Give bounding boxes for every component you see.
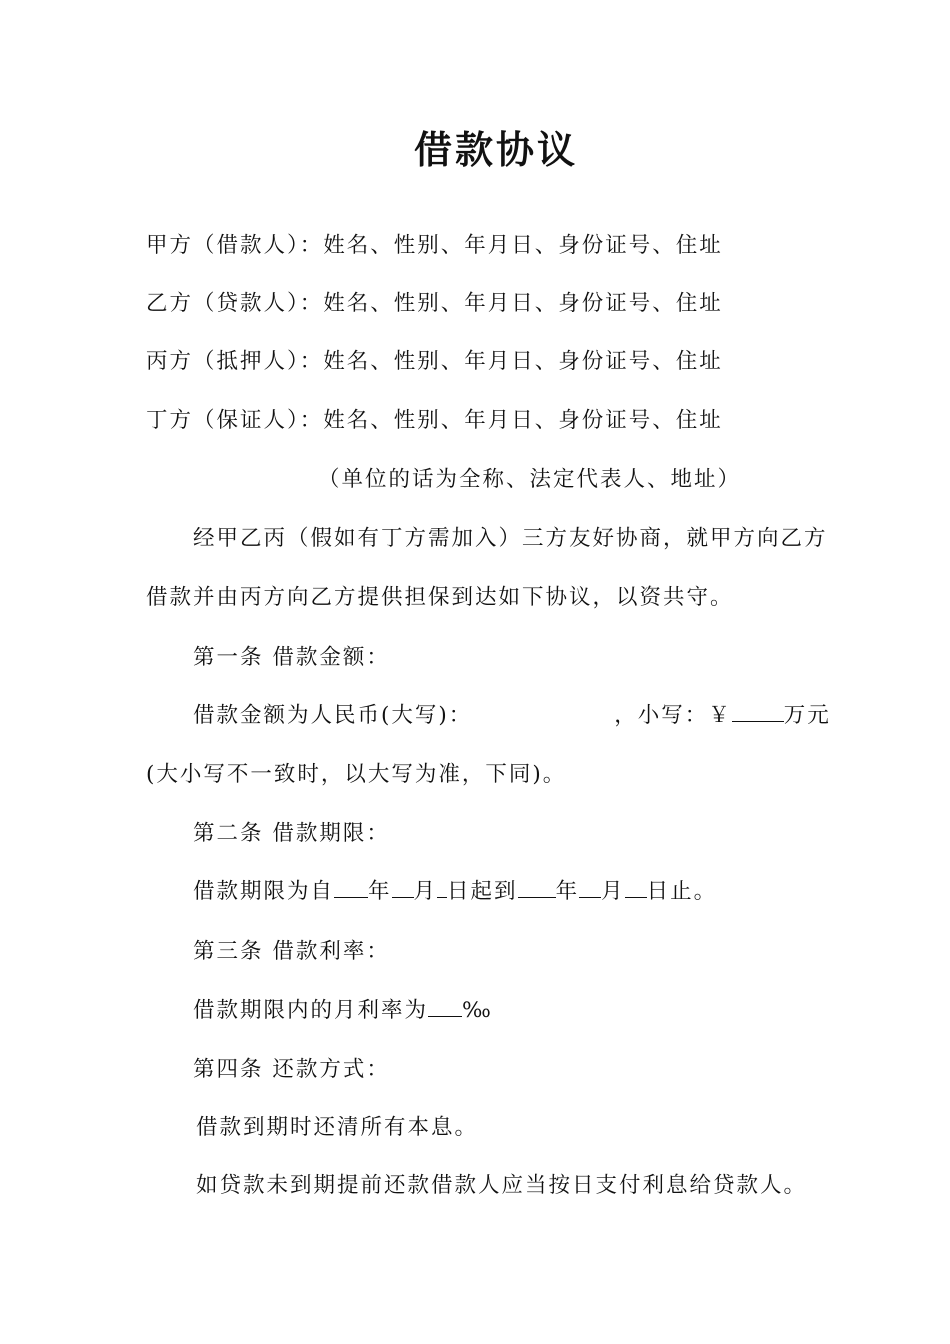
end-day-blank[interactable] [625, 875, 647, 898]
end-year-blank[interactable] [518, 875, 556, 898]
amount-suffix: 万元 [783, 703, 831, 728]
document-title: 借款协议 [413, 128, 578, 172]
intro-line-1: 经甲乙丙（假如有丁方需加入）三方友好协商，就甲方向乙方 [193, 526, 828, 551]
term-text-7: 日止。 [646, 879, 718, 904]
start-year-blank[interactable] [334, 875, 368, 898]
article-2-term-line [193, 874, 717, 910]
rate-prefix: 借款期限内的月利率为 [193, 998, 429, 1023]
amount-numeric-blank[interactable] [732, 699, 784, 722]
article-1-title: 第一条 借款金额： [193, 645, 390, 670]
article-1-note: (大小写不一致时，以大写为准，下同)。 [146, 762, 567, 787]
entity-note: （单位的话为全称、法定代表人、地址） [318, 467, 742, 492]
term-text-2: 年 [368, 879, 392, 904]
monthly-rate-blank[interactable] [428, 994, 462, 1017]
party-c-line: 丙方（抵押人）：姓名、性别、年月日、身份证号、住址 [146, 349, 723, 374]
article-1-amount-line [193, 698, 831, 734]
term-text-3: 月 [413, 879, 438, 904]
article-4-line-1: 借款到期时还清所有本息。 [196, 1115, 479, 1140]
party-d-line: 丁方（保证人）：姓名、性别、年月日、身份证号、住址 [146, 408, 723, 433]
start-month-blank[interactable] [392, 875, 414, 898]
amount-mid: ，小写：￥ [614, 703, 732, 728]
article-3-rate-line [193, 993, 493, 1029]
article-2-title: 第二条 借款期限： [193, 821, 390, 846]
term-text-5: 年 [555, 879, 580, 904]
article-4-title: 第四条 还款方式： [193, 1057, 390, 1082]
article-3-title: 第三条 借款利率： [193, 939, 390, 964]
term-text-6: 月 [601, 879, 625, 904]
start-day-blank[interactable] [437, 875, 447, 898]
party-b-line: 乙方（贷款人）：姓名、性别、年月日、身份证号、住址 [146, 291, 723, 316]
term-text-1: 借款期限为自 [193, 879, 335, 904]
rate-suffix: ‰ [462, 998, 493, 1023]
amount-prefix: 借款金额为人民币(大写)： [193, 703, 473, 728]
party-a-line: 甲方（借款人）：姓名、性别、年月日、身份证号、住址 [146, 233, 723, 258]
end-month-blank[interactable] [579, 875, 601, 898]
intro-line-2: 借款并由丙方向乙方提供担保到达如下协议，以资共守。 [146, 585, 734, 610]
article-4-line-2: 如贷款未到期提前还款借款人应当按日支付利息给贷款人。 [196, 1173, 808, 1198]
term-text-4: 日起到 [447, 879, 518, 904]
